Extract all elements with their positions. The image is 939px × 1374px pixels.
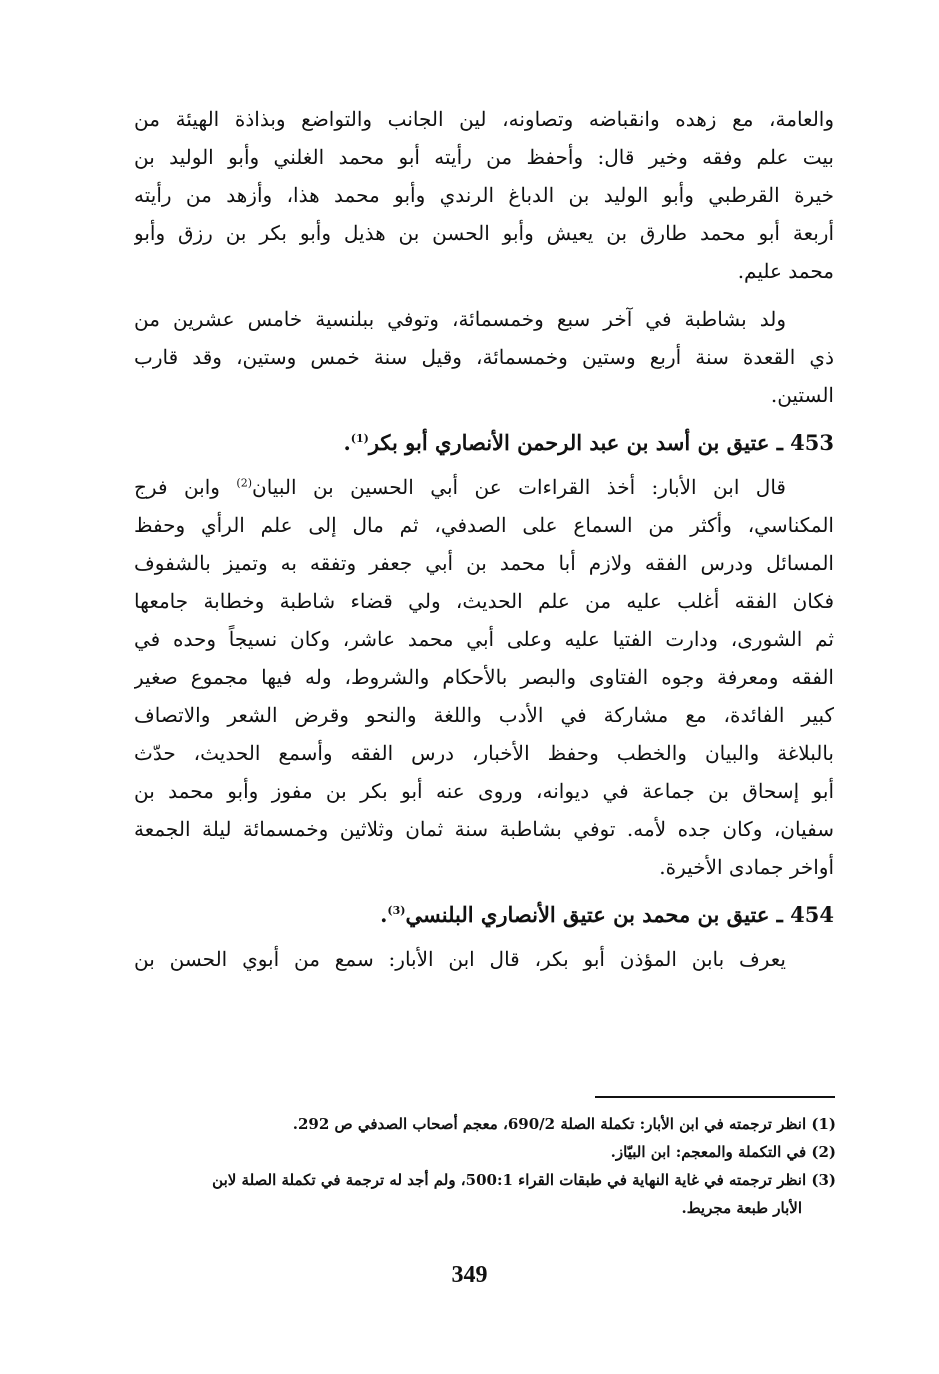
footnotes bbox=[134, 1110, 836, 1222]
paragraph-2 bbox=[134, 300, 834, 414]
entry-heading bbox=[134, 424, 834, 462]
text-line: خيرة القرطبي وأبو الوليد بن الدباغ الرندي وأبو محمد هذا، وأزهد من رأيته bbox=[134, 183, 834, 207]
text-line: بالبلاغة والبيان والخطب وحفظ الأخبار، درس الفقه وأسمع الحديث، حدّث bbox=[134, 741, 834, 765]
text-line: يعرف بابن المؤذن أبو بكر، قال ابن الأبار: سمع من أبوي الحسن بن bbox=[134, 947, 786, 971]
entry-453-heading bbox=[134, 424, 834, 462]
text-segment: قال ابن الأبار: أخذ القراءات عن أبي الحسين بن البيان bbox=[252, 475, 786, 499]
text-line: محمد عليم. bbox=[737, 259, 834, 283]
text-line: أبو إسحاق بن جماعة في ديوانه، وروى عنه أبو بكر بن مفوز وأبو محمد بن bbox=[134, 779, 834, 803]
text-segment: وابن فرج bbox=[134, 475, 237, 499]
entry-heading-end: . bbox=[343, 430, 351, 455]
text-line: أربعة أبو محمد طارق بن يعيش وأبو الحسن بن هذيل وأبو بكر بن رزق وأبو bbox=[134, 221, 834, 245]
text-line: المكناسي، وأكثر من السماع على الصدفي، ثم مال إلى علم الرأي وحفظ bbox=[134, 513, 834, 537]
page-number: 349 bbox=[451, 1262, 488, 1288]
entry-454-heading bbox=[134, 896, 834, 934]
text-line bbox=[134, 468, 834, 506]
footnote-ref: (3) bbox=[387, 904, 406, 917]
text-line: أواخر جمادى الأخيرة. bbox=[659, 855, 834, 879]
paragraph-1 bbox=[134, 100, 834, 290]
text-line: ولد بشاطبة في آخر سبع وخمسمائة، وتوفي ببلنسية خامس عشرين من bbox=[134, 307, 786, 331]
text-line: الستين. bbox=[770, 383, 834, 407]
footnote-2: (2) في التكملة والمعجم: ابن البيّاز. bbox=[610, 1143, 836, 1161]
entry-454-body bbox=[134, 940, 834, 978]
footnote-divider bbox=[595, 1096, 835, 1098]
entry-453-body bbox=[134, 468, 834, 886]
text-line: ذي القعدة سنة أربع وستين وخمسمائة، وقيل سنة خمس وستين، وقد قارب bbox=[134, 345, 834, 369]
text-line: والعامة، مع زهده وانقباضه وتصاونه، لين الجانب والتواضع وبذاذة الهيئة من bbox=[134, 107, 834, 131]
entry-heading-text: 453 ـ عتيق بن أسد بن عبد الرحمن الأنصاري أبو بكر bbox=[368, 430, 834, 455]
footnote-3: (3) انظر ترجمته في غاية النهاية في طبقات القراء 500:1، ولم أجد له ترجمة في تكملة الصلة لابن bbox=[212, 1171, 836, 1189]
text-line: فكان الفقه أغلب عليه من علم الحديث، ولي قضاء شاطبة وخطابة جامعها bbox=[134, 589, 834, 613]
text-line: المسائل ودرس الفقه ولازم أبا محمد بن أبي جعفر وتفقه به وتميز بالشفوف bbox=[134, 551, 834, 575]
footnote-3-continued: الأبار طبعة مجريط. bbox=[681, 1199, 802, 1217]
footnote-ref: (2) bbox=[236, 476, 252, 490]
text-line: سفيان، وكان جده لأمه. توفي بشاطبة سنة ثمان وثلاثين وخمسمائة ليلة الجمعة bbox=[134, 817, 834, 841]
text-line: بيت علم وفقه وخير قال: وأحفظ من رأيته أبو محمد الغلني وأبو الوليد بن bbox=[134, 145, 834, 169]
main-text bbox=[134, 100, 834, 988]
text-line: الفقه ومعرفة وجوه الفتاوى والبصر بالأحكام والشروط، وله فيها مجموع صغير bbox=[134, 665, 834, 689]
footnote-1: (1) انظر ترجمته في ابن الأبار: تكملة الصلة 690/2، معجم أصحاب الصدفي ص 292. bbox=[292, 1115, 836, 1133]
entry-heading-end: . bbox=[380, 902, 388, 927]
text-line: كبير الفائدة، مع مشاركة في الأدب واللغة والنحو وقرض الشعر والاتصاف bbox=[134, 703, 834, 727]
entry-heading bbox=[134, 896, 834, 934]
text-line: ثم الشورى، ودارت الفتيا عليه وعلى أبي محمد عاشر، وكان نسيجاً وحده في bbox=[134, 627, 834, 651]
footnote-ref: (1) bbox=[350, 432, 369, 445]
entry-heading-text: 454 ـ عتيق بن محمد بن عتيق الأنصاري البلنسي bbox=[405, 902, 834, 927]
